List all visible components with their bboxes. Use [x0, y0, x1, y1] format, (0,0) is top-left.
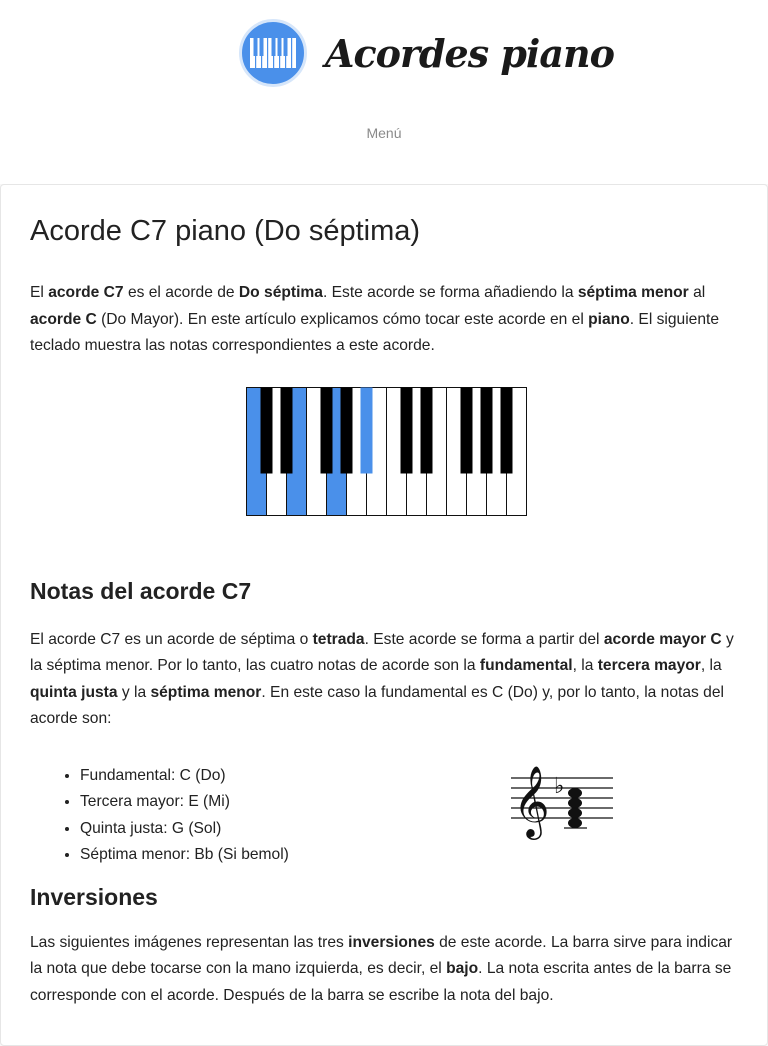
black-key	[421, 387, 433, 473]
chord-staff-notation	[509, 750, 615, 842]
page-title: Acorde C7 piano (Do séptima)	[30, 215, 421, 247]
treble-clef-icon: 𝄞	[513, 763, 550, 837]
inversions-heading: Inversiones	[30, 883, 158, 910]
black-key	[341, 387, 353, 473]
menu-toggle[interactable]: Menú	[366, 125, 402, 141]
chord-notes-list	[30, 763, 738, 869]
black-key	[261, 387, 273, 473]
site-logo-link[interactable]	[239, 19, 614, 87]
list-item: • Séptima menor: Bb (Si bemol)	[80, 842, 738, 869]
site-header	[0, 0, 768, 184]
black-key	[401, 387, 413, 473]
intro-paragraph: El acorde C7 es el acorde de Do séptima. Este acorde se forma añadiendo la séptima menor al acorde C (Do Mayor). En este artículo explicamos cómo tocar este acorde en el piano. El siguiente teclado muestra las notas correspondientes a este acorde.	[30, 284, 720, 354]
chord-keyboard	[246, 387, 527, 516]
black-key	[361, 387, 373, 473]
black-key	[461, 387, 473, 473]
list-item: • Quinta justa: G (Sol)	[80, 816, 738, 843]
inversions-paragraph: Las siguientes imágenes representan las tres inversiones de este acorde. La barra sirve para indicar la nota que debe tocarse con la mano izquierda, es decir, el bajo. La nota escrita antes de la barra se corresponde con el acorde. Después de la barra se escribe la nota del bajo.	[30, 933, 733, 1004]
notes-paragraph: El acorde C7 es un acorde de séptima o tetrada. Este acorde se forma a partir del acorde mayor C y la séptima menor. Por lo tanto, las cuatro notas de acorde son la fundamental, la tercera mayor, la quinta justa y la séptima menor. En este caso la fundamental es C (Do) y, por lo tanto, la notas del acorde son:	[30, 630, 734, 727]
site-title: Acordes piano	[325, 30, 614, 76]
flat-icon: ♭	[554, 773, 565, 799]
list-item: • Fundamental: C (Do)	[80, 763, 738, 790]
black-key	[321, 387, 333, 473]
keyboard-diagram	[246, 387, 527, 516]
article-card	[0, 184, 768, 1046]
black-key	[281, 387, 293, 473]
list-item: • Tercera mayor: E (Mi)	[80, 789, 738, 816]
piano-keyboard-icon	[239, 19, 307, 87]
black-key	[481, 387, 493, 473]
black-key	[501, 387, 513, 473]
notes-list-row	[30, 763, 738, 868]
notes-heading: Notas del acorde C7	[30, 577, 252, 604]
